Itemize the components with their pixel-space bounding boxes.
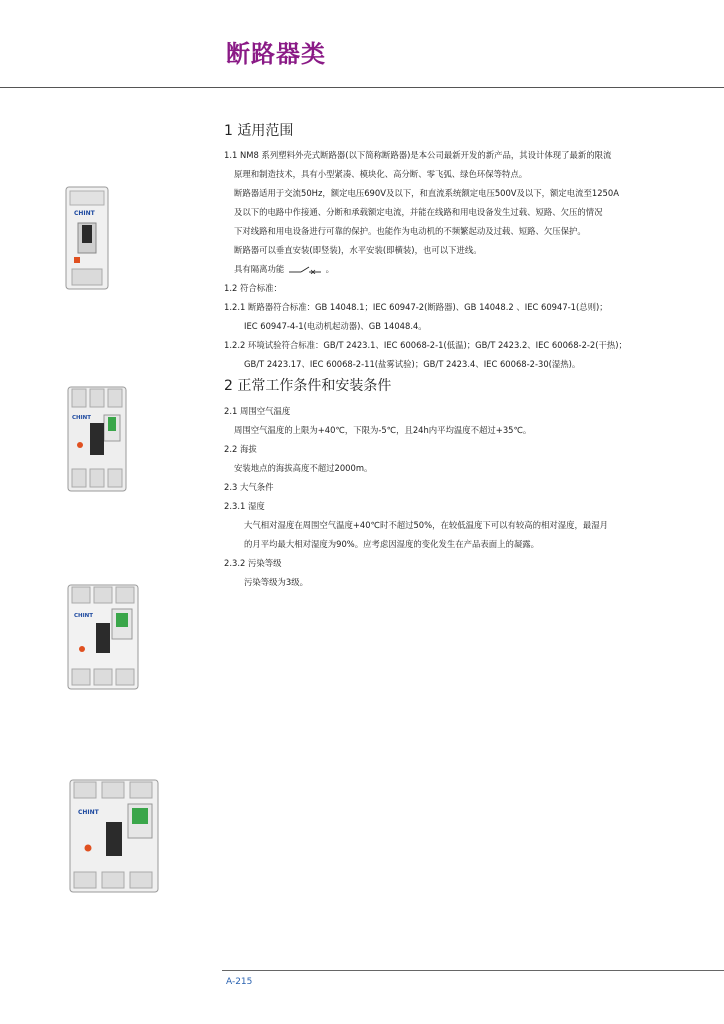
section-1-line: 原理和制造技术，具有小型紧凑、模块化、高分断、零飞弧、绿色环保等特点。 xyxy=(234,169,528,179)
subsection-heading: 2.3.2 污染等级 xyxy=(224,558,282,568)
section-2-line: 污染等级为3级。 xyxy=(244,577,308,587)
breaker-image-1p xyxy=(64,185,110,291)
standard-line: 1.2.1 断路器符合标准：GB 14048.1；IEC 60947-2(断路器)、GB 14048.2 、IEC 60947-1(总则)； xyxy=(224,302,608,312)
section-2-line: 的月平均最大相对湿度为90%。应考虑因湿度的变化发生在产品表面上的凝露。 xyxy=(244,539,539,549)
header-rule xyxy=(0,87,724,88)
brand-logo: CHINT xyxy=(78,809,99,816)
isolation-label: 具有隔离功能 xyxy=(234,264,285,274)
subsection-heading: 2.2 海拔 xyxy=(224,444,257,454)
breaker-image-3p-medium xyxy=(66,583,140,691)
section-1-line: 断路器可以垂直安装(即竖装)，水平安装(即横装)，也可以下进线。 xyxy=(234,245,482,255)
standard-line: 1.2.2 环境试验符合标准：GB/T 2423.1、IEC 60068-2-1(低温)；GB/T 2423.2、IEC 60068-2-2(干热)； xyxy=(224,340,627,350)
brand-logo: CHINT xyxy=(74,210,95,217)
subsection-heading: 2.3 大气条件 xyxy=(224,482,274,492)
section-heading-2: 2 正常工作条件和安装条件 xyxy=(224,378,392,394)
section-2-line: 安装地点的海拔高度不超过2000m。 xyxy=(234,463,373,473)
section-2-line: 周围空气温度的上限为+40℃，下限为-5℃，且24h内平均温度不超过+35℃。 xyxy=(234,425,532,435)
subsection-heading: 2.1 周围空气温度 xyxy=(224,406,291,416)
section-1-line: 1.1 NM8 系列塑料外壳式断路器(以下简称断路器)是本公司最新开发的新产品，其设计体现了最新的限流 xyxy=(224,150,612,160)
isolation-line xyxy=(224,260,694,279)
footer-rule xyxy=(222,970,724,971)
section-2-body xyxy=(224,402,694,592)
section-1-line: 及以下的电路中作接通、分断和承载额定电流，并能在线路和用电设备发生过载、短路、欠压的情况 xyxy=(234,207,603,217)
breaker-image-3p-large xyxy=(68,778,160,894)
isolation-switch-icon xyxy=(289,266,321,274)
section-1-line: 下对线路和用电设备进行可靠的保护。也能作为电动机的不频繁起动及过载、短路、欠压保护。 xyxy=(234,226,586,236)
standard-line: GB/T 2423.17、IEC 60068-2-11(盐雾试验)；GB/T 2423.4、IEC 60068-2-30(湿热)。 xyxy=(244,359,581,369)
section-1-line: 断路器适用于交流50Hz，额定电压690V及以下，和直流系统额定电压500V及以下，额定电流至1250A xyxy=(234,188,619,198)
page-title: 断路器类 xyxy=(226,40,326,68)
isolation-suffix: 。 xyxy=(325,264,334,274)
brand-logo: CHINT xyxy=(74,613,94,619)
brand-logo: CHINT xyxy=(72,415,92,421)
breaker-image-3p-small xyxy=(66,385,128,493)
standard-line: IEC 60947-4-1(电动机起动器)、GB 14048.4。 xyxy=(244,321,427,331)
standards-heading: 1.2 符合标准： xyxy=(224,283,282,293)
section-2-line: 大气相对湿度在周围空气温度+40℃时不超过50%，在较低温度下可以有较高的相对湿度，最湿月 xyxy=(244,520,608,530)
page-number: A-215 xyxy=(226,977,253,987)
subsection-heading: 2.3.1 湿度 xyxy=(224,501,265,511)
section-heading-1: 1 适用范围 xyxy=(224,123,294,139)
section-1-body xyxy=(224,146,694,374)
